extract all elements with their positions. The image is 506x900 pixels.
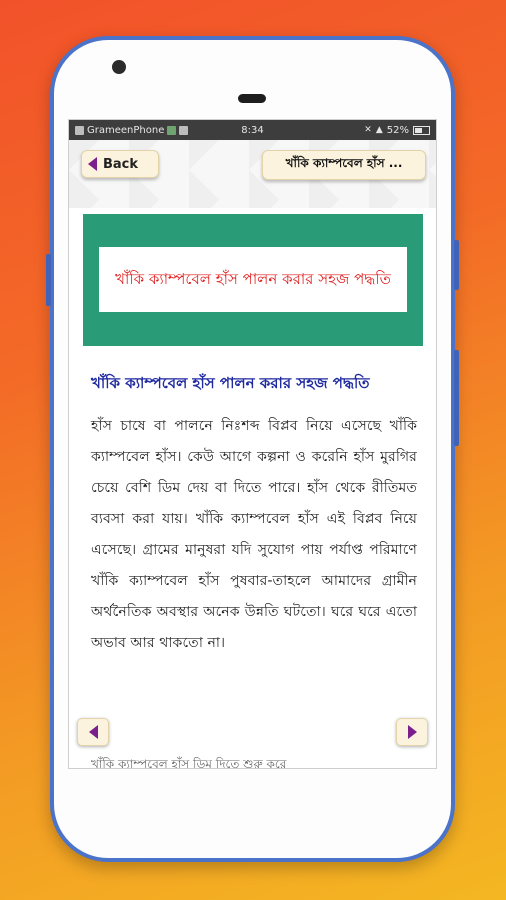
battery-icon [413,126,430,135]
next-line-text: খাঁকি ক্যাম্পবেল হাঁস ডিম দিতে শুরু করে [91,757,287,769]
download-icon [179,126,188,135]
notification-icon [167,126,176,135]
app-screen [68,119,437,769]
battery-percent: 52% [386,124,409,136]
power-button-right-lower [454,350,459,446]
power-button-right-upper [454,240,459,290]
earpiece-speaker [238,94,266,103]
banner-card [99,247,407,312]
mute-icon: ✕ [364,125,372,135]
article-next-line [91,756,417,769]
status-time: 8:34 [241,124,264,136]
triangle-left-icon [88,157,97,171]
banner-text: খাঁকি ক্যাম্পবেল হাঁস পালন করার সহজ পদ্ধতি [115,270,391,288]
previous-page-button[interactable] [77,718,109,746]
article-paragraph: হাঁস চাষে বা পালনে নিঃশব্দ বিপ্লব নিয়ে এসেছে খাঁকি ক্যাম্পবেল হাঁস। কেউ আগে কল্পনা ও করেনি হাঁস মুরগির চেয়ে বেশি ডিম দেয় বা দিতে পারে। হাঁস থেকে রীতিমত ব্যবসা করা যায়। খাঁকি ক্যাম্পবেল হাঁস এই বিপ্লব নিয়ে এসেছে। গ্রামের মানুষরা যদি সুযোগ পায় পর্যাপ্ত পরিমাণে খাঁকি ক্যাম্পবেল হাঁস পুষবার-তাহলে আমাদের গ্রামীন অর্থনৈতিক অবস্থার অনেক উন্নতি ঘটতো। ঘরে ঘরে এতো অভাব আর থাকতো না। [91,418,417,651]
app-header [69,140,436,208]
title-label: খাঁকি ক্যাম্পবেল হাঁস ... [285,156,403,170]
volume-button [46,254,51,306]
triangle-right-icon [408,725,417,739]
back-button[interactable] [81,150,159,178]
back-button-label: Back [103,156,139,172]
phone-frame [50,36,455,862]
signal-icon: ▲ [375,125,383,135]
front-camera [112,60,126,74]
next-page-button[interactable] [396,718,428,746]
status-bar [69,120,436,140]
triangle-left-icon [89,725,98,739]
article-content [91,368,417,659]
sim-icon [75,126,84,135]
carrier-name: GrameenPhone [87,124,165,136]
title-banner [83,214,423,346]
article-heading: খাঁকি ক্যাম্পবেল হাঁস পালন করার সহজ পদ্ধতি [91,374,370,392]
title-button[interactable] [262,150,426,180]
